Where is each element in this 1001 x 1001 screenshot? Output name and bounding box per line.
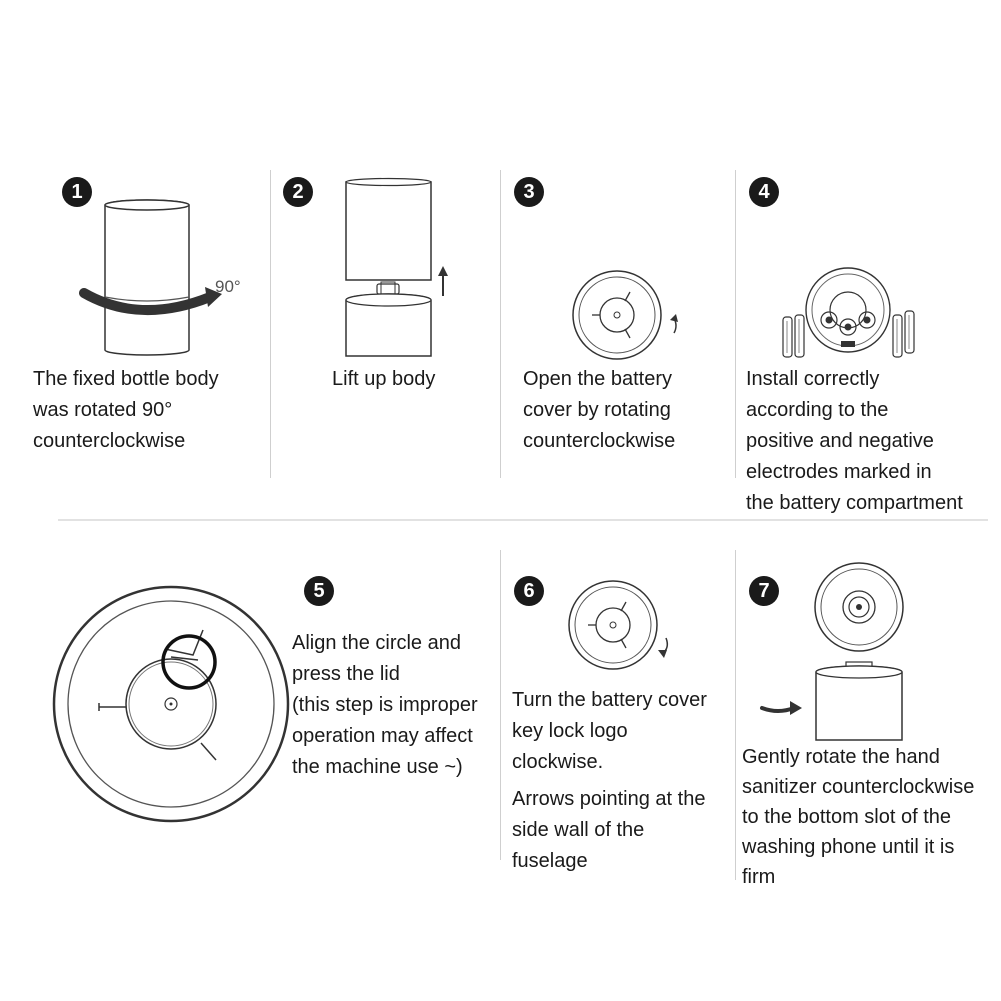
- step-1-text: [33, 364, 219, 457]
- step-2-illustration: [335, 178, 485, 358]
- divider-1: [270, 170, 271, 478]
- step-4-line: positive and negative: [746, 430, 934, 452]
- divider-4: [500, 550, 501, 860]
- step-3-badge: 3: [514, 177, 544, 207]
- step-6-extra-line: side wall of the: [512, 819, 645, 841]
- rotation-label: 90°: [215, 277, 241, 296]
- step-6-line: Turn the battery cover: [512, 689, 707, 711]
- step-1-illustration: [60, 195, 260, 365]
- step-1-line: was rotated 90°: [33, 399, 173, 421]
- step-4-illustration: [775, 265, 935, 365]
- step-1-line: The fixed bottle body: [33, 368, 219, 390]
- step-6-badge: 6: [514, 576, 544, 606]
- step-7-line: firm: [742, 866, 776, 888]
- row-divider: [58, 519, 988, 521]
- step-4-line: the battery compartment: [746, 492, 963, 514]
- step-7-line: sanitizer counterclockwise: [742, 776, 975, 798]
- step-7-line: Gently rotate the hand: [742, 746, 940, 768]
- step-6-illustration: [566, 578, 686, 678]
- step-5-line: press the lid: [292, 663, 400, 685]
- step-1-line: counterclockwise: [33, 430, 186, 452]
- step-6-extra-line: Arrows pointing at the: [512, 788, 706, 810]
- step-3-line: counterclockwise: [523, 430, 676, 452]
- step-2-badge: 2: [283, 177, 313, 207]
- step-5-text: [292, 628, 478, 783]
- divider-3: [735, 170, 736, 478]
- step-3-line: cover by rotating: [523, 399, 671, 421]
- step-2-line: Lift up body: [332, 368, 436, 390]
- step-4-badge: 4: [749, 177, 779, 207]
- step-4-line: Install correctly: [746, 368, 880, 390]
- step-7-line: washing phone until it is: [742, 836, 955, 858]
- step-5-badge: 5: [304, 576, 334, 606]
- step-3-line: Open the battery: [523, 368, 672, 390]
- divider-5: [735, 550, 736, 880]
- step-4-text: [746, 364, 963, 519]
- step-1-badge: 1: [62, 177, 92, 207]
- step-5-line: the machine use ~): [292, 756, 463, 778]
- step-7-badge: 7: [749, 576, 779, 606]
- step-4-line: electrodes marked in: [746, 461, 932, 483]
- step-5-line: (this step is improper: [292, 694, 478, 716]
- step-7-line: to the bottom slot of the: [742, 806, 952, 828]
- step-7-text: [742, 742, 974, 892]
- step-6-line: key lock logo: [512, 720, 628, 742]
- step-6-extra-line: fuselage: [512, 850, 588, 872]
- step-5-line: Align the circle and: [292, 632, 461, 654]
- step-2-text: [332, 364, 435, 395]
- step-3-illustration: [570, 268, 690, 368]
- step-7-illustration: [750, 562, 920, 742]
- step-6-line: clockwise.: [512, 751, 604, 773]
- step-5-line: operation may affect: [292, 725, 473, 747]
- step-4-line: according to the: [746, 399, 889, 421]
- step-3-text: [523, 364, 675, 457]
- divider-2: [500, 170, 501, 478]
- step-6-text: [512, 685, 707, 778]
- step-6-extra-text: [512, 784, 705, 877]
- step-5-illustration: [53, 585, 293, 825]
